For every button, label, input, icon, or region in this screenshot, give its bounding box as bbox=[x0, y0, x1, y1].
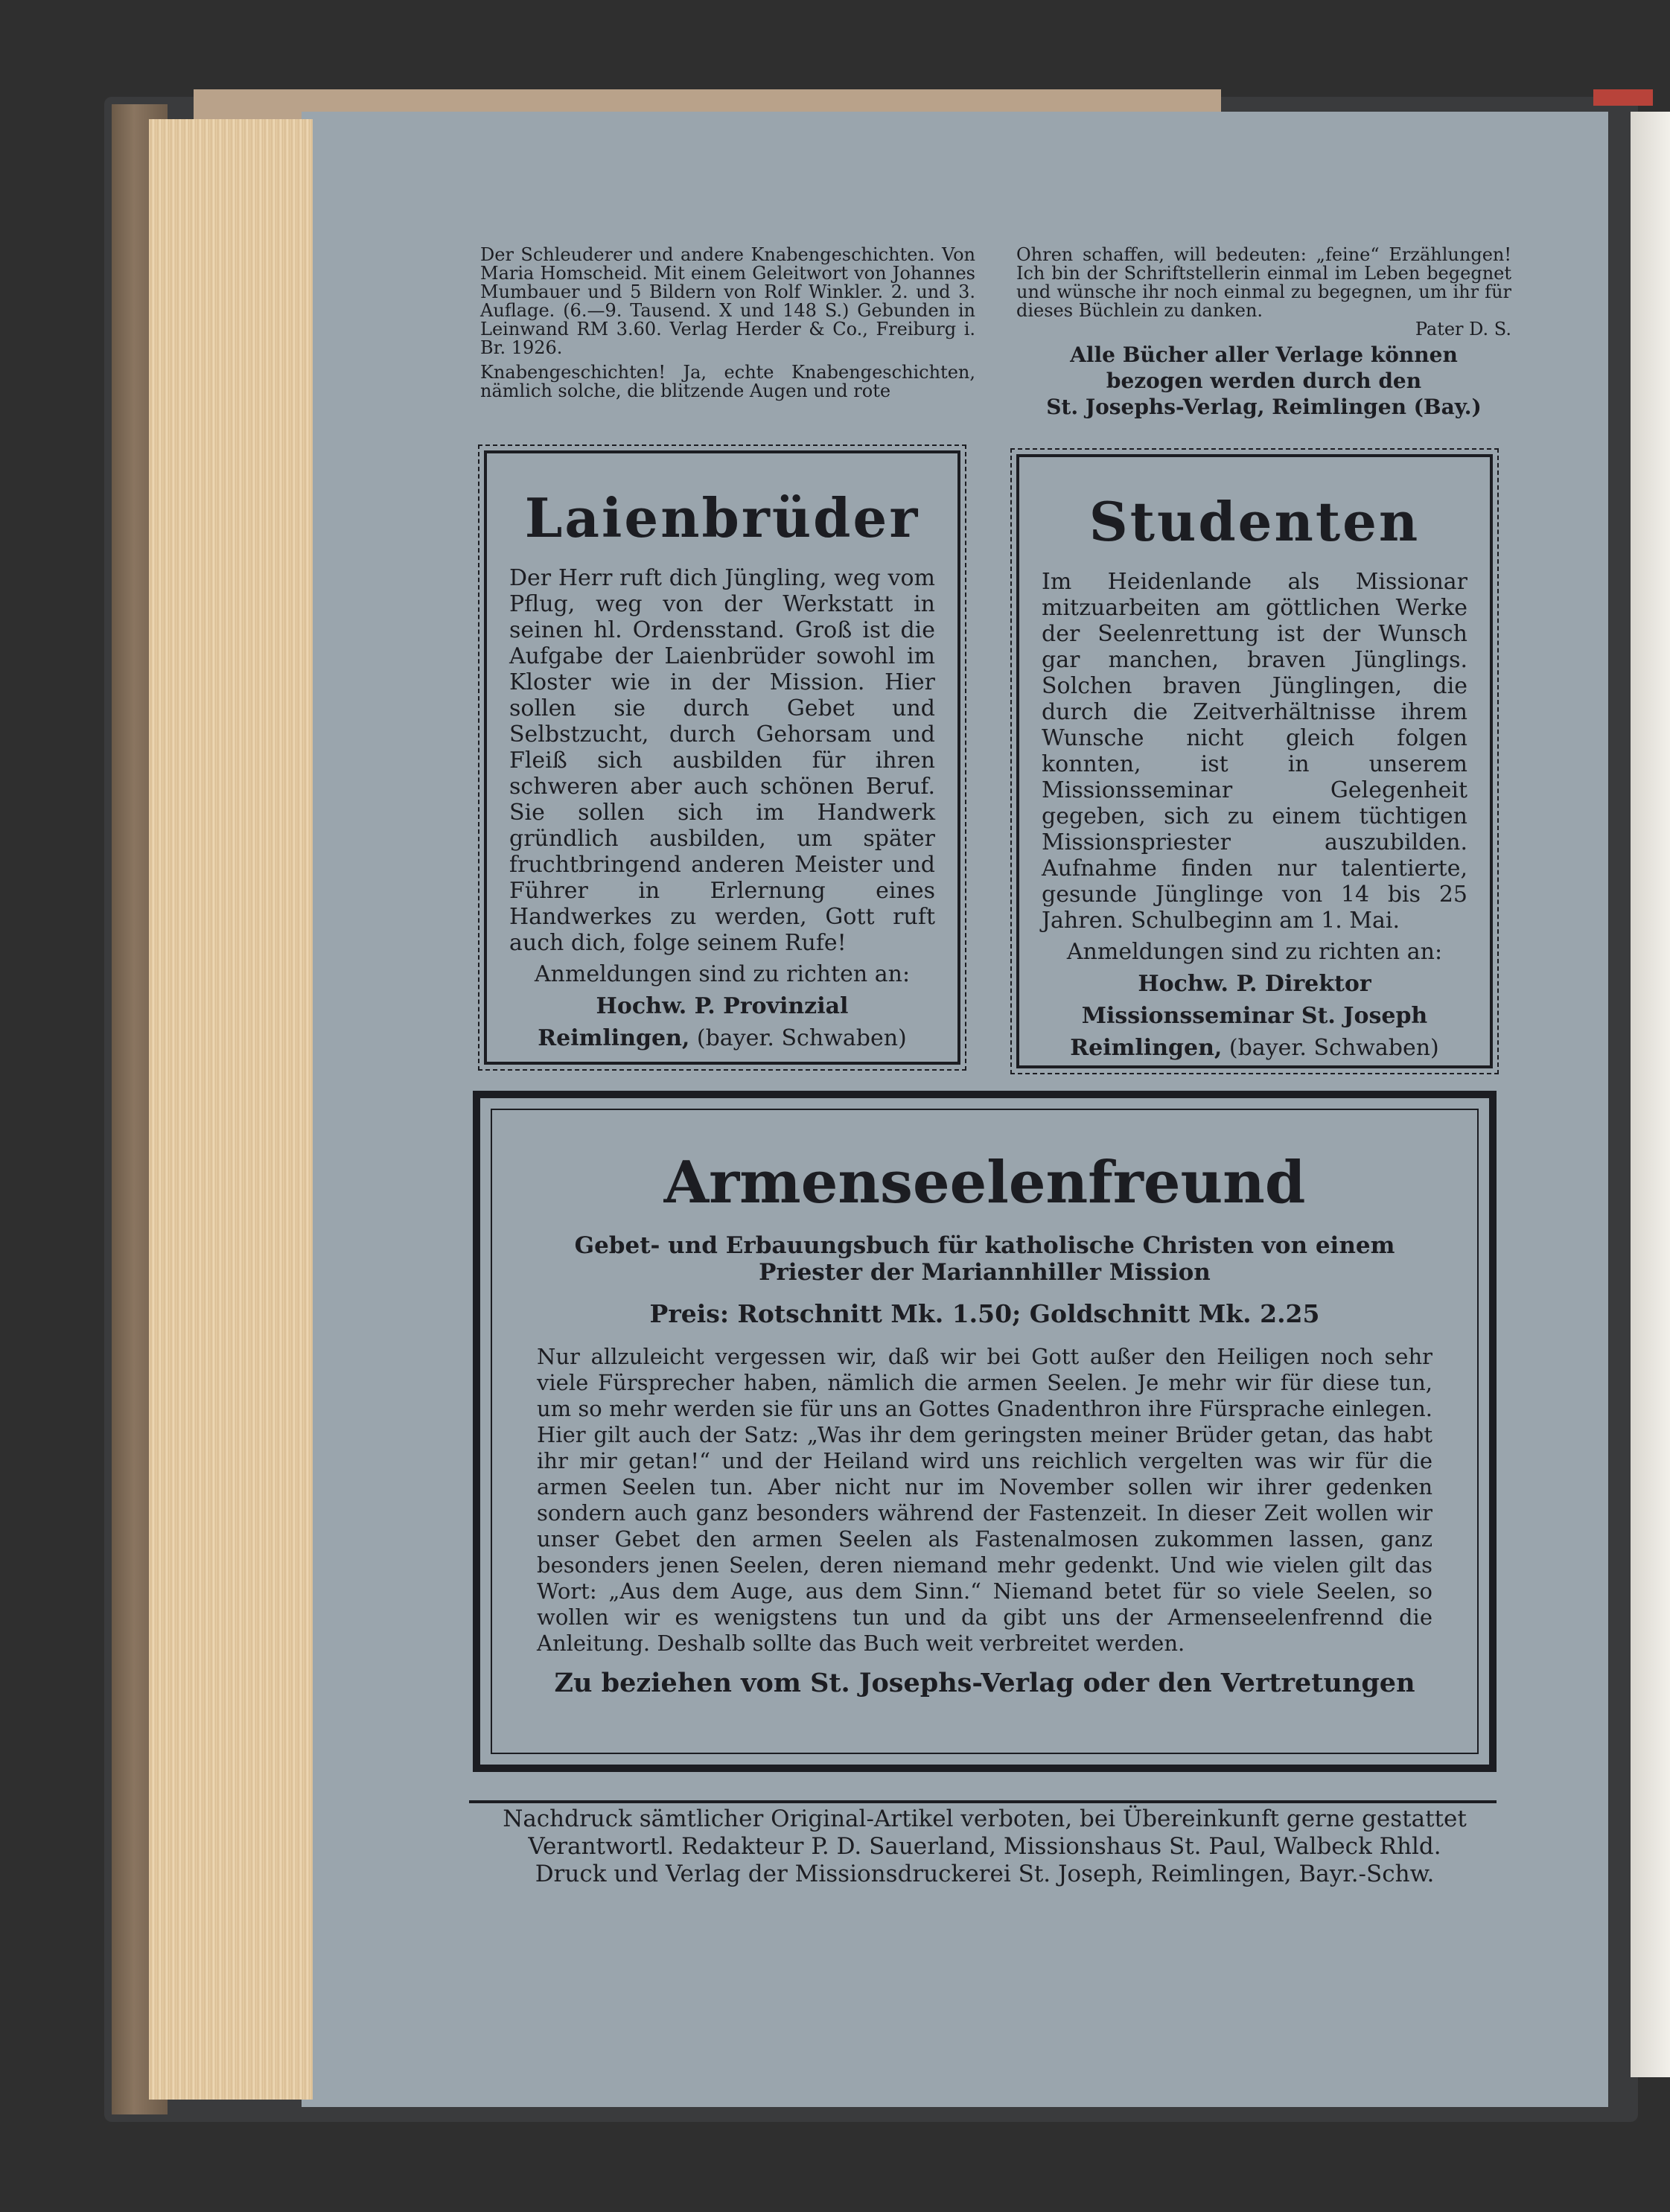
ad-armenseelenfreund bbox=[473, 1091, 1497, 1772]
column-left bbox=[480, 246, 975, 401]
ad-laienbrueder-address-place: Reimlingen, bbox=[538, 1025, 690, 1051]
publisher-notice-line2: bezogen werden durch den bbox=[1106, 369, 1422, 393]
ad-studenten-title: Studenten bbox=[1089, 490, 1421, 553]
ad-armenseelenfreund-body: Nur allzuleicht vergessen wir, daß wir bei Gott außer den Heiligen noch sehr viele Fürsprecher haben, nämlich die armen Seelen. Je mehr wir für diese tun, um so mehr werden sie für uns an Gottes Gnadenthron ihre Fürsprache einlegen. Hier gilt auch der Satz: „Was ihr dem geringsten meiner Brüder getan, das habt ihr mir getan!“ und der Heiland wird uns reichlich vergelten was wir für die armen Seelen tun. Aber nicht nur im November sollen wir ihrer gedenken sondern auch ganz besonders während der Fastenzeit. In dieser Zeit wollen wir unser Gebet den armen Seelen als Fastenalmosen zukommen lassen, ganz besonders jenen Seelen, deren niemand mehr gedenkt. Und wie vielen gilt das Wort: „Aus dem Auge, aus dem Sinn.“ Niemand betet für so viele Seelen, so wollen wir es wenigstens tun und da gibt uns der Armenseelenfrennd die Anleitung. Deshalb sollte das Buch weit verbreitet werden. bbox=[537, 1344, 1432, 1656]
publisher-notice-line1: Alle Bücher aller Verlage können bbox=[1070, 342, 1458, 367]
headband bbox=[1593, 89, 1653, 106]
page-stack-edge bbox=[149, 119, 313, 2100]
ad-laienbrueder-body: Der Herr ruft dich Jüngling, weg vom Pflug, weg von der Werkstatt in seinen hl. Ordensstand. Groß ist die Aufgabe der Laienbrüder sowohl im Kloster wie in der Mission. Hier sollen sie durch Gebet und Selbstzucht, durch Gehorsam und Fleiß sich ausbilden für ihren schweren aber auch schönen Beruf. Sie sollen sich im Handwerk gründlich ausbilden, um später fruchtbringend anderen Meister und Führer in Erlernung eines Handwerkes zu werden, Gott ruft auch dich, folge seinem Rufe! bbox=[509, 565, 935, 956]
ad-armenseelenfreund-title: Armenseelenfreund bbox=[663, 1149, 1306, 1217]
imprint-line3: Druck und Verlag der Missionsdruckerei St. Joseph, Reimlingen, Bayr.-Schw. bbox=[535, 1861, 1435, 1887]
review-signature: Pater D. S. bbox=[1415, 319, 1511, 340]
imprint bbox=[469, 1805, 1500, 1888]
ad-armenseelenfreund-price: Preis: Rotschnitt Mk. 1.50; Goldschnitt Mk. 2.25 bbox=[649, 1299, 1320, 1328]
publisher-notice-line3: St. Josephs-Verlag, Reimlingen (Bay.) bbox=[1046, 395, 1482, 419]
review-continuation-left: Knabengeschichten! Ja, echte Knabengeschichten, nämlich solche, die blitzende Augen und rote bbox=[480, 362, 975, 401]
ad-studenten-address-seminar: Missionsseminar St. Joseph bbox=[1081, 1003, 1428, 1029]
ad-armenseelenfreund-inner-frame bbox=[491, 1109, 1479, 1754]
ad-laienbrueder bbox=[484, 450, 960, 1065]
review-continuation-right: Ohren schaffen, will bedeuten: „feine“ Erzählungen! Ich bin der Schriftstellerin einmal im Leben begegnet und wünsche ihr noch einmal zu begegnen, um ihr für dieses Büchlein zu danken. bbox=[1016, 244, 1511, 321]
ad-armenseelenfreund-subtitle: Gebet- und Erbauungsbuch für katholische Christen von einem Priester der Mariannhiller Mission bbox=[574, 1232, 1395, 1286]
imprint-rule bbox=[469, 1800, 1497, 1803]
ad-studenten-address-name: Hochw. P. Direktor bbox=[1138, 971, 1371, 997]
column-right bbox=[1016, 246, 1511, 420]
ad-laienbrueder-address-name: Hochw. P. Provinzial bbox=[596, 993, 849, 1019]
ad-laienbrueder-address-intro: Anmeldungen sind zu richten an: bbox=[534, 961, 911, 987]
imprint-line2: Verantwortl. Redakteur P. D. Sauerland, Missionshaus St. Paul, Walbeck Rhld. bbox=[528, 1833, 1441, 1860]
ad-armenseelenfreund-footer: Zu beziehen vom St. Josephs-Verlag oder den Vertretungen bbox=[554, 1668, 1415, 1698]
imprint-line1: Nachdruck sämtlicher Original-Artikel verboten, bei Übereinkunft gerne gestattet bbox=[503, 1805, 1467, 1832]
ad-studenten-address-intro: Anmeldungen sind zu richten an: bbox=[1066, 939, 1443, 965]
ad-studenten-address-region: (bayer. Schwaben) bbox=[1228, 1035, 1439, 1061]
right-page-edge bbox=[1631, 112, 1670, 2077]
ad-laienbrueder-title: Laienbrüder bbox=[524, 486, 920, 549]
ad-studenten-address-place: Reimlingen, bbox=[1070, 1035, 1223, 1061]
ad-laienbrueder-address-region: (bayer. Schwaben) bbox=[696, 1025, 907, 1051]
ad-studenten bbox=[1016, 454, 1493, 1068]
ad-studenten-body: Im Heidenlande als Missionar mitzuarbeiten am göttlichen Werke der Seelenrettung ist der Wunsch gar manchen, braven Jünglings. Solchen braven Jünglingen, die durch die Zeitverhältnisse ihrem Wunsche nicht gleich folgen konnten, ist in unserem Missionsseminar Gelegenheit gegeben, sich zu einem tüchtigen Missionspriester auszubilden. Aufnahme finden nur talentierte, gesunde Jünglinge von 14 bis 25 Jahren. Schulbeginn am 1. Mai. bbox=[1042, 569, 1467, 934]
book-review: Der Schleuderer und andere Knabengeschichten. Von Maria Homscheid. Mit einem Geleitwort von Johannes Mumbauer und 5 Bildern von Rolf Winkler. 2. und 3. Auflage. (6.—9. Tausend. X und 148 S.) Gebunden in Leinwand RM 3.60. Verlag Herder & Co., Freiburg i. Br. 1926. bbox=[480, 244, 975, 358]
